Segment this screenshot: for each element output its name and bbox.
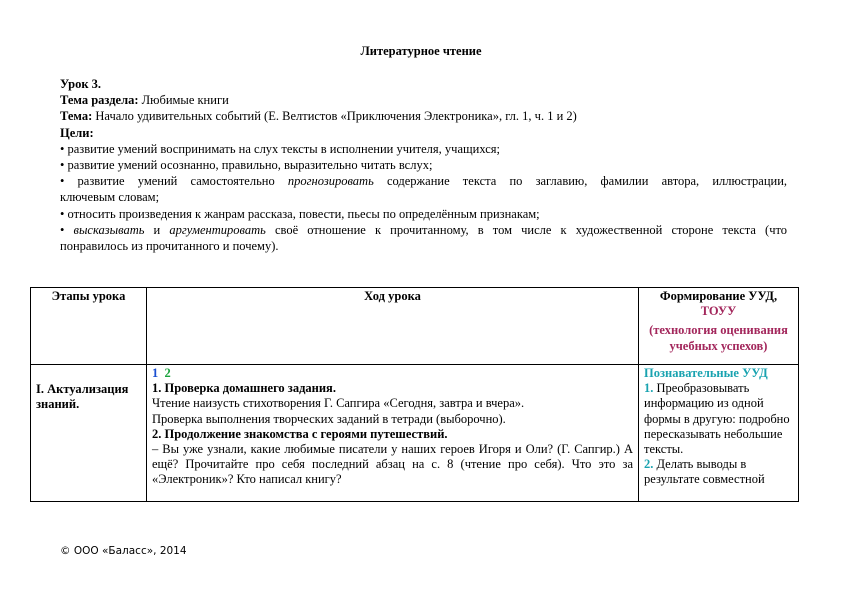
goal-3-end: содержание текста по заглавию, фамилии автора, иллюстрации,	[386, 174, 788, 189]
goal-5-and: и	[153, 222, 161, 237]
stage-line-1: I. Актуализация	[36, 382, 129, 396]
goal-2: • развитие умений осознанно, правильно, выразительно читать вслух;	[60, 158, 433, 173]
goal-5-italic-1: высказывать	[73, 222, 145, 237]
uud-item-1	[644, 381, 793, 457]
course-cell	[147, 365, 639, 502]
uud-item-2-num: 2.	[644, 457, 654, 472]
goal-3-start: • развитие умений самостоятельно	[60, 174, 275, 189]
uud-item-2	[644, 457, 793, 487]
uud-item-2-text: Делать выводы в результате совместной	[644, 457, 765, 487]
header-uud	[639, 288, 799, 365]
homework-text-1: Чтение наизусть стихотворения Г. Сапгира «Сегодня, завтра и вчера».	[152, 396, 525, 411]
step-numbers	[152, 366, 633, 381]
stage-cell	[31, 365, 147, 502]
goal-5-italic-2: аргументировать	[169, 222, 266, 237]
goal-5-end: своё отношение к прочитанному, в том числе к художественной стороне текста (что	[274, 222, 788, 237]
lesson-table	[30, 287, 799, 502]
uud-item-1-text: Преобразовывать информацию из одной формы в другую: подробно пересказывать небольшие тексты.	[644, 381, 790, 457]
header-touu: ТОУУ	[700, 304, 737, 319]
header-uud-title: Формирование УУД,	[659, 289, 778, 303]
goals-label: Цели:	[60, 125, 94, 140]
goal-3	[60, 173, 787, 189]
header-stages: Этапы урока	[31, 288, 147, 365]
stage-line-2: знаний.	[36, 397, 80, 412]
goal-3-italic: прогнозировать	[287, 174, 374, 189]
uud-cell	[639, 365, 799, 502]
topic-value: Начало удивительных событий (Е. Велтистов «Приключения Электроника», гл. 1, ч. 1 и 2)	[95, 109, 577, 124]
table-header-row	[31, 288, 799, 365]
goal-5-continuation: понравилось из прочитанного и почему).	[60, 239, 279, 254]
lesson-intro	[60, 76, 787, 254]
section-label: Тема раздела:	[60, 93, 139, 108]
goal-3-continuation: ключевым словам;	[60, 190, 160, 205]
heroes-heading: 2. Продолжение знакомства с героями путешествий.	[152, 426, 448, 441]
section-value: Любимые книги	[141, 93, 229, 108]
goal-4: • относить произведения к жанрам рассказа, повести, пьесы по определённым признакам;	[60, 206, 540, 221]
lesson-number: Урок 3.	[60, 77, 102, 91]
step-number-2: 2	[164, 366, 171, 380]
uud-item-1-num: 1.	[644, 381, 654, 396]
topic-label: Тема:	[60, 109, 93, 124]
header-course: Ход урока	[147, 288, 639, 365]
goal-5	[60, 222, 787, 238]
topic-line	[60, 108, 787, 124]
header-tech: (технология оценивания учебных успехов)	[649, 323, 788, 353]
homework-text-2: Проверка выполнения творческих заданий в тетради (выборочно).	[152, 411, 506, 426]
goal-1: • развитие умений воспринимать на слух тексты в исполнении учителя, учащихся;	[60, 141, 500, 156]
heroes-text: – Вы уже узнали, какие любимые писатели у наших героев Игоря и Оли? (Г. Сапгир.) А ещё? Прочитайте про себя последний абзац на с. 8 (чтение про себя). Что это за «Электроник»? Кто написал книгу?	[152, 442, 633, 487]
section-line	[60, 92, 787, 108]
copyright-footer: © ООО «Баласс», 2014	[60, 545, 187, 557]
uud-title: Познавательные УУД	[644, 366, 768, 380]
document-title: Литературное чтение	[360, 44, 482, 58]
goal-5-bullet: •	[60, 222, 65, 237]
step-number-1: 1	[152, 366, 159, 380]
table-row	[31, 365, 799, 502]
homework-heading: 1. Проверка домашнего задания.	[152, 381, 336, 396]
